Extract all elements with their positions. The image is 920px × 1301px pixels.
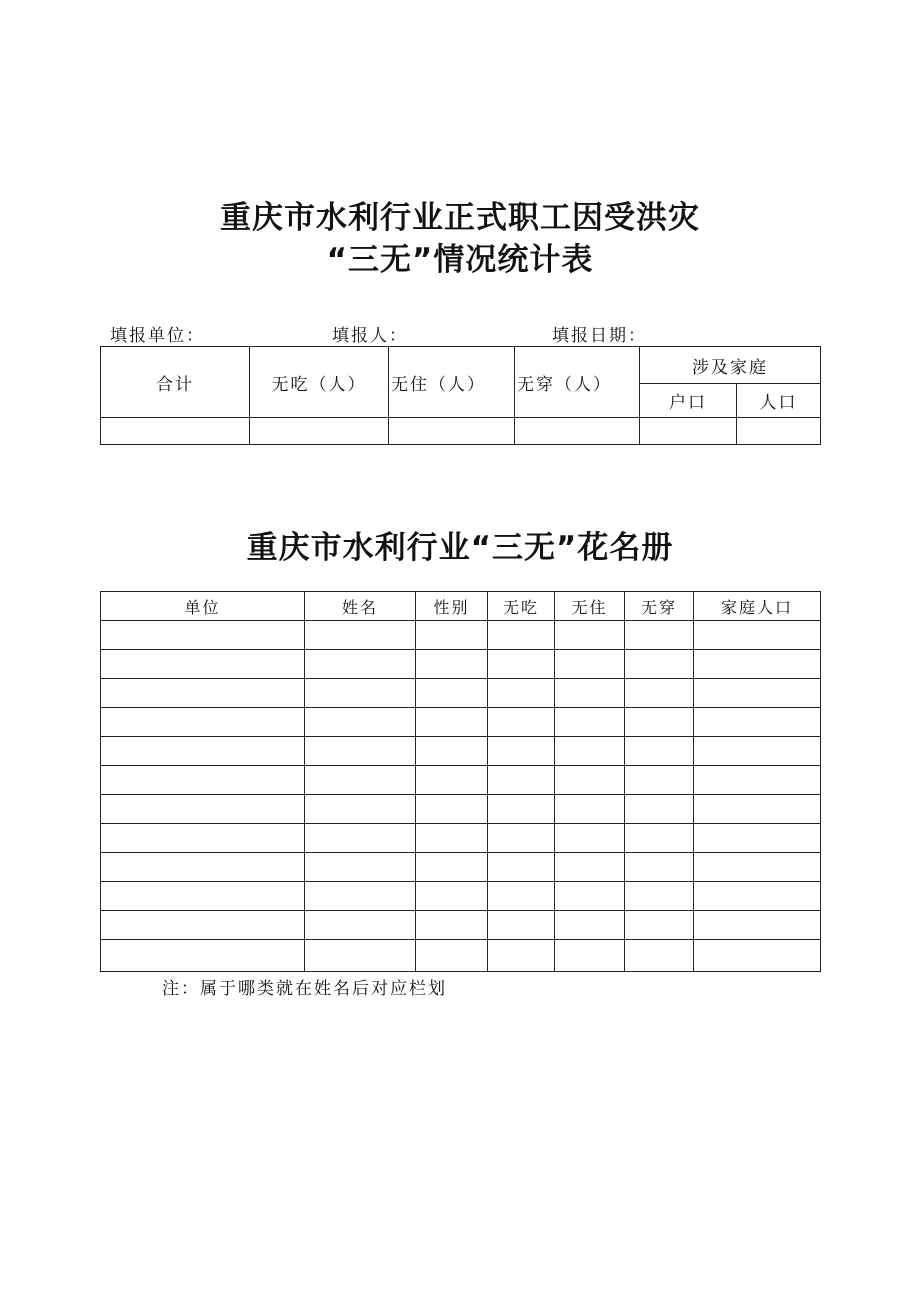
table-row bbox=[101, 737, 821, 766]
cell-no-housing[interactable] bbox=[555, 650, 625, 679]
cell-no-housing[interactable] bbox=[555, 824, 625, 853]
cell-family-population[interactable] bbox=[694, 650, 821, 679]
cell-unit[interactable] bbox=[101, 882, 305, 911]
cell-no-clothing[interactable] bbox=[625, 708, 694, 737]
cell-no-clothing[interactable] bbox=[625, 737, 694, 766]
cell-no-food[interactable] bbox=[488, 882, 555, 911]
table-row bbox=[101, 853, 821, 882]
input-no-food[interactable] bbox=[250, 418, 389, 445]
cell-unit[interactable] bbox=[101, 708, 305, 737]
cell-family-population[interactable] bbox=[694, 737, 821, 766]
roster-table bbox=[100, 591, 821, 972]
cell-gender[interactable] bbox=[416, 882, 488, 911]
cell-gender[interactable] bbox=[416, 795, 488, 824]
cell-gender[interactable] bbox=[416, 650, 488, 679]
cell-name[interactable] bbox=[305, 882, 416, 911]
header-name: 姓名 bbox=[305, 592, 416, 621]
cell-no-food[interactable] bbox=[488, 853, 555, 882]
cell-unit[interactable] bbox=[101, 679, 305, 708]
cell-unit[interactable] bbox=[101, 824, 305, 853]
fill-unit-label: 填报单位： bbox=[110, 326, 205, 346]
cell-unit[interactable] bbox=[101, 911, 305, 940]
cell-family-population[interactable] bbox=[694, 708, 821, 737]
input-households[interactable] bbox=[640, 418, 737, 445]
cell-family-population[interactable] bbox=[694, 940, 821, 972]
cell-name[interactable] bbox=[305, 824, 416, 853]
cell-no-food[interactable] bbox=[488, 621, 555, 650]
fill-info-row bbox=[110, 321, 830, 345]
fill-person-label: 填报人： bbox=[332, 326, 408, 346]
cell-no-food[interactable] bbox=[488, 737, 555, 766]
cell-name[interactable] bbox=[305, 708, 416, 737]
cell-no-clothing[interactable] bbox=[625, 650, 694, 679]
header-no-housing: 无住 bbox=[555, 592, 625, 621]
cell-gender[interactable] bbox=[416, 940, 488, 972]
cell-no-clothing[interactable] bbox=[625, 824, 694, 853]
cell-no-clothing[interactable] bbox=[625, 679, 694, 708]
cell-no-housing[interactable] bbox=[555, 766, 625, 795]
cell-name[interactable] bbox=[305, 737, 416, 766]
stats-table bbox=[100, 346, 821, 445]
header-no-clothing: 无穿 bbox=[625, 592, 694, 621]
cell-no-clothing[interactable] bbox=[625, 621, 694, 650]
cell-name[interactable] bbox=[305, 766, 416, 795]
cell-no-food[interactable] bbox=[488, 824, 555, 853]
header-no-food: 无吃（人） bbox=[250, 347, 389, 418]
cell-no-food[interactable] bbox=[488, 708, 555, 737]
table-row bbox=[101, 882, 821, 911]
cell-no-clothing[interactable] bbox=[625, 853, 694, 882]
cell-no-food[interactable] bbox=[488, 679, 555, 708]
cell-no-food[interactable] bbox=[488, 940, 555, 972]
cell-name[interactable] bbox=[305, 679, 416, 708]
cell-no-housing[interactable] bbox=[555, 853, 625, 882]
table-row bbox=[101, 679, 821, 708]
header-no-clothing: 无穿（人） bbox=[515, 347, 640, 418]
cell-unit[interactable] bbox=[101, 737, 305, 766]
header-family-population: 家庭人口 bbox=[694, 592, 821, 621]
fill-date-label: 填报日期： bbox=[552, 326, 647, 346]
cell-unit[interactable] bbox=[101, 766, 305, 795]
cell-gender[interactable] bbox=[416, 911, 488, 940]
table-row bbox=[101, 911, 821, 940]
header-no-housing: 无住（人） bbox=[389, 347, 515, 418]
cell-name[interactable] bbox=[305, 853, 416, 882]
cell-gender[interactable] bbox=[416, 621, 488, 650]
cell-name[interactable] bbox=[305, 940, 416, 972]
roster-body bbox=[101, 621, 821, 972]
cell-unit[interactable] bbox=[101, 940, 305, 972]
roster-title: 重庆市水利行业“三无”花名册 bbox=[246, 530, 674, 566]
cell-gender[interactable] bbox=[416, 853, 488, 882]
cell-no-food[interactable] bbox=[488, 766, 555, 795]
cell-family-population[interactable] bbox=[694, 766, 821, 795]
header-unit: 单位 bbox=[101, 592, 305, 621]
header-no-food: 无吃 bbox=[488, 592, 555, 621]
table-row bbox=[101, 650, 821, 679]
table-row bbox=[101, 766, 821, 795]
cell-unit[interactable] bbox=[101, 621, 305, 650]
header-families: 涉及家庭 bbox=[640, 347, 821, 384]
stats-form-title-line2: “三无”情况统计表 bbox=[326, 242, 594, 278]
input-total[interactable] bbox=[101, 418, 250, 445]
cell-no-housing[interactable] bbox=[555, 795, 625, 824]
cell-no-housing[interactable] bbox=[555, 708, 625, 737]
cell-no-housing[interactable] bbox=[555, 911, 625, 940]
input-population[interactable] bbox=[737, 418, 821, 445]
cell-name[interactable] bbox=[305, 650, 416, 679]
cell-no-food[interactable] bbox=[488, 650, 555, 679]
cell-no-food[interactable] bbox=[488, 911, 555, 940]
cell-gender[interactable] bbox=[416, 766, 488, 795]
cell-no-clothing[interactable] bbox=[625, 795, 694, 824]
cell-unit[interactable] bbox=[101, 650, 305, 679]
table-row bbox=[101, 621, 821, 650]
cell-name[interactable] bbox=[305, 911, 416, 940]
cell-gender[interactable] bbox=[416, 708, 488, 737]
cell-no-housing[interactable] bbox=[555, 679, 625, 708]
table-row bbox=[101, 795, 821, 824]
cell-gender[interactable] bbox=[416, 824, 488, 853]
cell-name[interactable] bbox=[305, 795, 416, 824]
cell-unit[interactable] bbox=[101, 853, 305, 882]
header-total: 合计 bbox=[101, 347, 250, 418]
header-households: 户口 bbox=[640, 384, 737, 418]
cell-family-population[interactable] bbox=[694, 795, 821, 824]
table-row bbox=[101, 940, 821, 972]
input-no-housing[interactable] bbox=[389, 418, 515, 445]
table-row bbox=[101, 708, 821, 737]
cell-family-population[interactable] bbox=[694, 882, 821, 911]
cell-gender[interactable] bbox=[416, 737, 488, 766]
cell-family-population[interactable] bbox=[694, 824, 821, 853]
cell-no-clothing[interactable] bbox=[625, 911, 694, 940]
cell-no-housing[interactable] bbox=[555, 621, 625, 650]
stats-form-title-line1: 重庆市水利行业正式职工因受洪灾 bbox=[220, 200, 700, 236]
roster-note: 注：属于哪类就在姓名后对应栏划 bbox=[162, 979, 447, 999]
table-row bbox=[101, 824, 821, 853]
cell-no-food[interactable] bbox=[488, 795, 555, 824]
cell-family-population[interactable] bbox=[694, 679, 821, 708]
cell-no-housing[interactable] bbox=[555, 737, 625, 766]
cell-family-population[interactable] bbox=[694, 621, 821, 650]
cell-no-housing[interactable] bbox=[555, 882, 625, 911]
input-no-clothing[interactable] bbox=[515, 418, 640, 445]
cell-family-population[interactable] bbox=[694, 911, 821, 940]
header-gender: 性别 bbox=[416, 592, 488, 621]
cell-unit[interactable] bbox=[101, 795, 305, 824]
cell-gender[interactable] bbox=[416, 679, 488, 708]
cell-family-population[interactable] bbox=[694, 853, 821, 882]
cell-no-clothing[interactable] bbox=[625, 766, 694, 795]
header-population: 人口 bbox=[737, 384, 821, 418]
cell-no-clothing[interactable] bbox=[625, 940, 694, 972]
cell-no-housing[interactable] bbox=[555, 940, 625, 972]
cell-no-clothing[interactable] bbox=[625, 882, 694, 911]
cell-name[interactable] bbox=[305, 621, 416, 650]
